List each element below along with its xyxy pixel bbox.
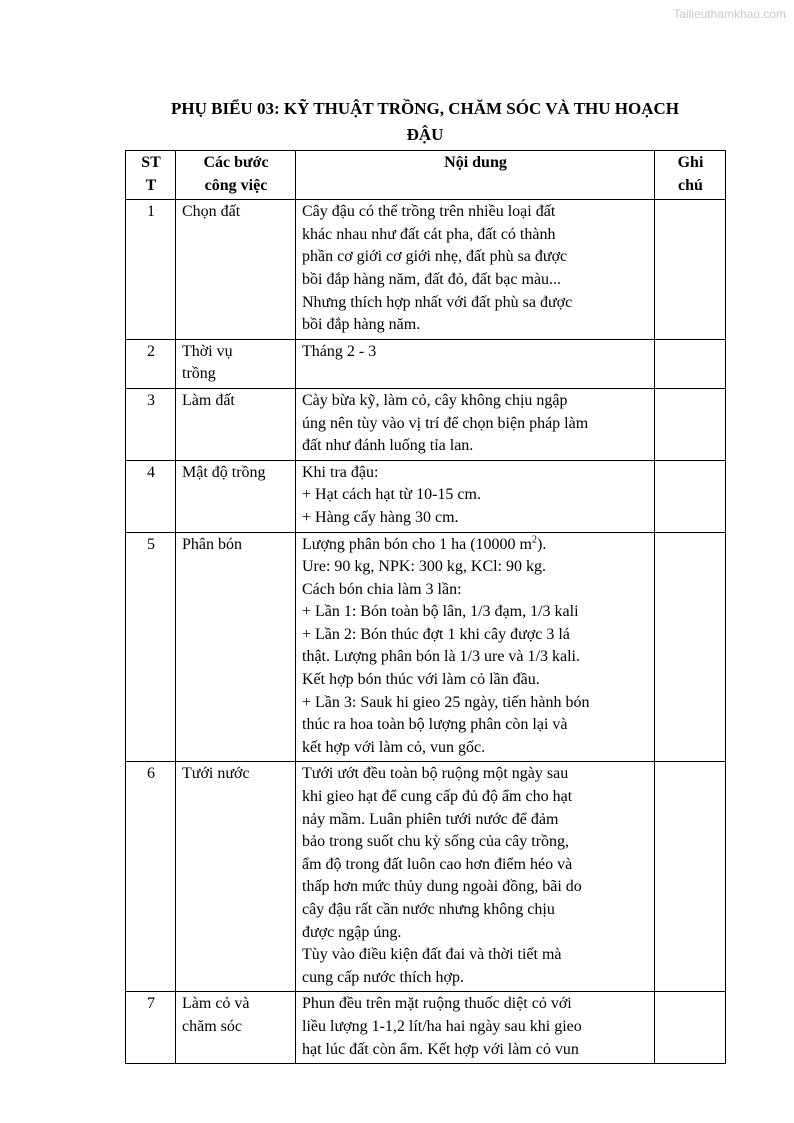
row-note (655, 460, 726, 532)
row-step (176, 992, 296, 1064)
content-line: bồi đắp hàng năm, đất đỏ, đất bạc màu... (302, 270, 562, 288)
header-content (296, 151, 655, 200)
content-line: + Hạt cách hạt từ 10-15 cm. (302, 486, 481, 504)
row-number: 3 (126, 388, 176, 460)
content-line-fertilizer-amount (302, 534, 649, 557)
title-line-2: ĐẬU (406, 125, 444, 144)
row-note (655, 388, 726, 460)
row-number: 5 (126, 532, 176, 762)
header-stt-line-1: ST (141, 154, 161, 171)
technique-table (125, 150, 726, 1064)
table-row (126, 339, 726, 388)
content-line: + Lần 2: Bón thúc đợt 1 khi cây được 3 lá (302, 625, 570, 643)
row-number: 1 (126, 200, 176, 340)
content-line: Tưới ướt đều toàn bộ ruộng một ngày sau (302, 765, 569, 783)
content-line: cung cấp nước thích hợp. (302, 968, 464, 986)
header-note (655, 151, 726, 200)
content-line: + Lần 3: Sauk hi gieo 25 ngày, tiến hành bón (302, 693, 590, 711)
content-line: + Hàng cấy hàng 30 cm. (302, 508, 459, 526)
content-line: Cây đậu có thể trồng trên nhiều loại đất (302, 203, 556, 221)
row-step (176, 339, 296, 388)
content-line: thúc ra hoa toàn bộ lượng phân còn lại và (302, 716, 568, 734)
step-line: chăm sóc (182, 1017, 242, 1035)
header-stt (126, 151, 176, 200)
fertilizer-amount-suffix: ). (536, 535, 547, 553)
row-content (296, 388, 655, 460)
content-line: khi gieo hạt để cung cấp đủ độ ẩm cho hạt (302, 788, 573, 806)
content-line: liều lượng 1-1,2 lít/ha hai ngày sau khi gieo (302, 1017, 582, 1035)
content-line: Ure: 90 kg, NPK: 300 kg, KCl: 90 kg. (302, 558, 546, 576)
row-number: 6 (126, 762, 176, 992)
row-step (176, 388, 296, 460)
header-steps-line-2: công việc (204, 176, 268, 194)
row-note (655, 992, 726, 1064)
content-line: được ngập úng. (302, 923, 402, 941)
content-line: Nhưng thích hợp nhất với đất phù sa được (302, 293, 573, 311)
row-note (655, 200, 726, 340)
table-row (126, 388, 726, 460)
content-line: cây đậu rất cần nước nhưng không chịu (302, 901, 555, 918)
step-line: Chọn đất (182, 203, 241, 221)
row-content (296, 460, 655, 532)
table-header-row (126, 151, 726, 200)
content-line: + Lần 1: Bón toàn bộ lân, 1/3 đạm, 1/3 kali (302, 603, 579, 621)
header-steps-line-1: Các bước (203, 154, 269, 171)
content-line: Cách bón chia làm 3 lần: (302, 580, 462, 598)
table-row (126, 992, 726, 1064)
step-line: trồng (182, 365, 216, 383)
content-line: úng nên tùy vào vị trí để chọn biện pháp làm (302, 414, 589, 432)
content-line: ẩm độ trong đất luôn cao hơn điểm héo và (302, 855, 573, 873)
step-line: Làm cỏ và (182, 995, 250, 1013)
content-line: kết hợp với làm cỏ, vun gốc. (302, 738, 486, 756)
row-content (296, 339, 655, 388)
step-line: Thời vụ (182, 342, 233, 360)
content-line: Kết hợp bón thúc với làm cỏ lần đầu. (302, 671, 540, 689)
content-line: đất như đánh luống tỉa lan. (302, 437, 474, 455)
row-note (655, 339, 726, 388)
header-steps (176, 151, 296, 200)
content-line: bảo trong suốt chu kỳ sống của cây trồng, (302, 833, 570, 851)
table-row (126, 200, 726, 340)
row-number: 7 (126, 992, 176, 1064)
row-step (176, 532, 296, 762)
row-content (296, 992, 655, 1064)
step-line: Làm đất (182, 391, 235, 409)
fertilizer-amount-text: Lượng phân bón cho 1 ha (10000 m (302, 535, 532, 553)
header-content-label: Nội dung (444, 154, 507, 171)
row-step (176, 762, 296, 992)
area-unit-superscript: 2 (531, 534, 537, 546)
row-content (296, 200, 655, 340)
content-line: bồi đắp hàng năm. (302, 316, 421, 334)
watermark: Tailieuthamkhao.com (673, 7, 786, 21)
page-title (125, 96, 725, 148)
content-line: Tháng 2 - 3 (302, 342, 377, 360)
title-line-1: PHỤ BIỂU 03: KỸ THUẬT TRỒNG, CHĂM SÓC VÀ THU HOẠCH (170, 99, 680, 118)
row-step (176, 200, 296, 340)
content-line: khác nhau như đất cát pha, đất có thành (302, 225, 556, 243)
content-line: Phun đều trên mặt ruộng thuốc diệt cỏ với (302, 995, 572, 1013)
row-step (176, 460, 296, 532)
header-stt-line-2: T (145, 176, 157, 194)
table-row (126, 532, 726, 762)
step-line: Phân bón (182, 535, 242, 553)
content-line: Cày bừa kỹ, làm cỏ, cây không chịu ngập (302, 391, 568, 409)
table-row (126, 460, 726, 532)
header-note-line-2: chú (678, 176, 703, 194)
table-row (126, 762, 726, 992)
header-note-line-1: Ghi (677, 154, 704, 171)
row-number: 2 (126, 339, 176, 388)
row-content (296, 762, 655, 992)
content-line: hạt lúc đất còn ẩm. Kết hợp với làm cỏ vun (302, 1040, 579, 1058)
step-line: Mật độ trồng (182, 463, 266, 481)
row-note (655, 762, 726, 992)
content-line: thật. Lượng phân bón là 1/3 ure và 1/3 kali. (302, 648, 580, 666)
content-line: Tùy vào điều kiện đất đai và thời tiết mà (302, 946, 562, 964)
content-line: Khi tra đậu: (302, 463, 379, 481)
content-line: phần cơ giới cơ giới nhẹ, đất phù sa được (302, 248, 568, 266)
step-line: Tưới nước (182, 765, 250, 783)
row-content (296, 532, 655, 762)
row-note (655, 532, 726, 762)
row-number: 4 (126, 460, 176, 532)
content-line: thấp hơn mức thủy dung ngoài đồng, bãi do (302, 878, 582, 896)
content-line: nảy mầm. Luân phiên tưới nước để đảm (302, 810, 559, 828)
